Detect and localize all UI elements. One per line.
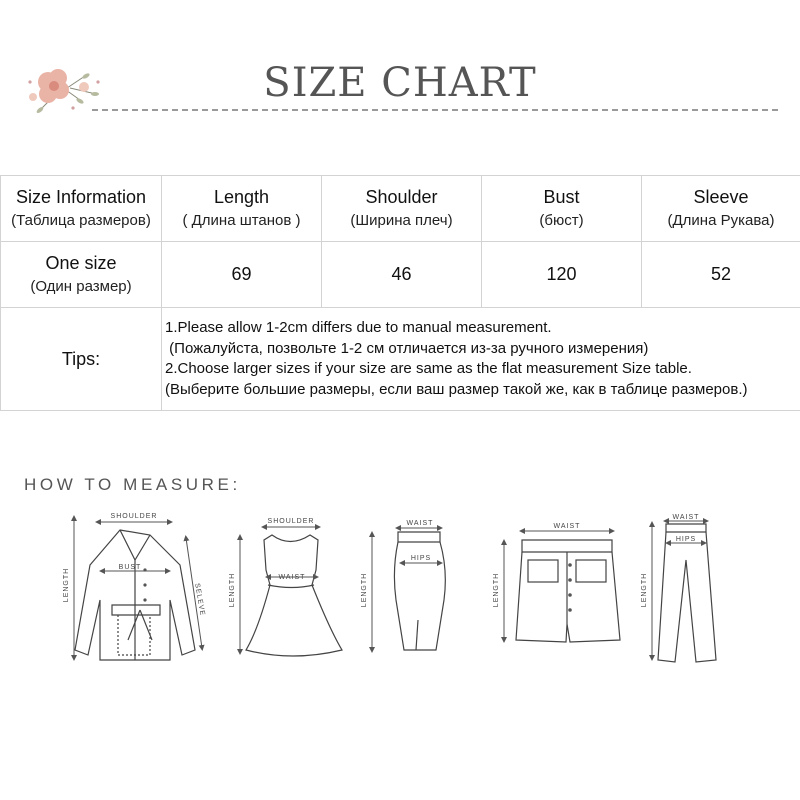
length-label: LENGTH xyxy=(493,572,500,608)
waist-label: WAIST xyxy=(406,520,434,527)
waist-label: WAIST xyxy=(278,574,306,581)
header-bust: Bust xyxy=(543,186,580,207)
shoulder-value: 46 xyxy=(322,242,482,308)
table-header-row xyxy=(1,176,800,242)
tip-line: (Выберите большие размеры, если ваш размер такой же, как в таблице размеров.) xyxy=(165,380,748,398)
bust-value: 120 xyxy=(482,242,642,308)
size-table xyxy=(0,175,800,411)
size-name: One size xyxy=(45,252,117,273)
tips-text xyxy=(162,308,800,411)
header-shoulder: Shoulder xyxy=(365,186,438,207)
shorts-sketch-icon xyxy=(516,540,620,642)
skirt-sketch-icon xyxy=(394,532,445,650)
how-to-measure-title: HOW TO MEASURE: xyxy=(24,475,241,494)
header-cell xyxy=(1,176,162,242)
trousers-sketch-icon xyxy=(658,524,716,662)
tip-line: 1.Please allow 1-2cm differs due to manual measurement. xyxy=(165,319,552,336)
hips-label: HIPS xyxy=(410,555,432,562)
header-cell xyxy=(642,176,800,242)
sleeve-label: SELEVE xyxy=(193,582,206,617)
size-name-cell xyxy=(1,242,162,308)
bust-label: BUST xyxy=(118,564,142,571)
header-length: Length xyxy=(213,186,270,207)
header-length-ru: ( Длина штанов ) xyxy=(182,211,301,229)
page-title: SIZE CHART xyxy=(263,60,537,106)
length-label: LENGTH xyxy=(229,572,236,608)
tips-row xyxy=(1,308,800,411)
sleeve-value: 52 xyxy=(642,242,800,308)
dress-sketch-icon xyxy=(246,535,342,656)
header-cell xyxy=(322,176,482,242)
length-label: LENGTH xyxy=(641,572,648,608)
waist-label: WAIST xyxy=(553,523,581,530)
title-divider xyxy=(92,109,778,111)
header-sleeve-ru: (Длина Рукава) xyxy=(667,211,775,229)
length-label: LENGTH xyxy=(361,572,368,608)
length-label: LENGTH xyxy=(63,567,70,603)
header-bust-ru: (бюст) xyxy=(539,211,584,229)
shoulder-label: SHOULDER xyxy=(267,518,315,525)
jacket-sketch-icon xyxy=(75,530,195,660)
length-value: 69 xyxy=(162,242,322,308)
flower-decoration-icon xyxy=(18,60,108,122)
header-sleeve: Sleeve xyxy=(693,186,749,207)
header xyxy=(0,0,800,140)
header-size-info-ru: (Таблица размеров) xyxy=(11,211,151,229)
header-cell xyxy=(482,176,642,242)
waist-label: WAIST xyxy=(672,514,700,521)
header-shoulder-ru: (Ширина плеч) xyxy=(350,211,453,229)
tips-label: Tips: xyxy=(1,308,162,411)
measurement-sketches xyxy=(0,500,800,700)
header-size-info: Size Information xyxy=(15,186,147,207)
tip-line: 2.Choose larger sizes if your size are same as the flat measurement Size table. xyxy=(165,360,692,377)
size-name-ru: (Один размер) xyxy=(30,277,132,295)
hips-label: HIPS xyxy=(675,536,697,543)
shoulder-label: SHOULDER xyxy=(110,513,158,520)
header-cell xyxy=(162,176,322,242)
table-row xyxy=(1,242,800,308)
tip-line: (Пожалуйста, позвольте 1-2 см отличается из-за ручного измерения) xyxy=(165,339,649,357)
